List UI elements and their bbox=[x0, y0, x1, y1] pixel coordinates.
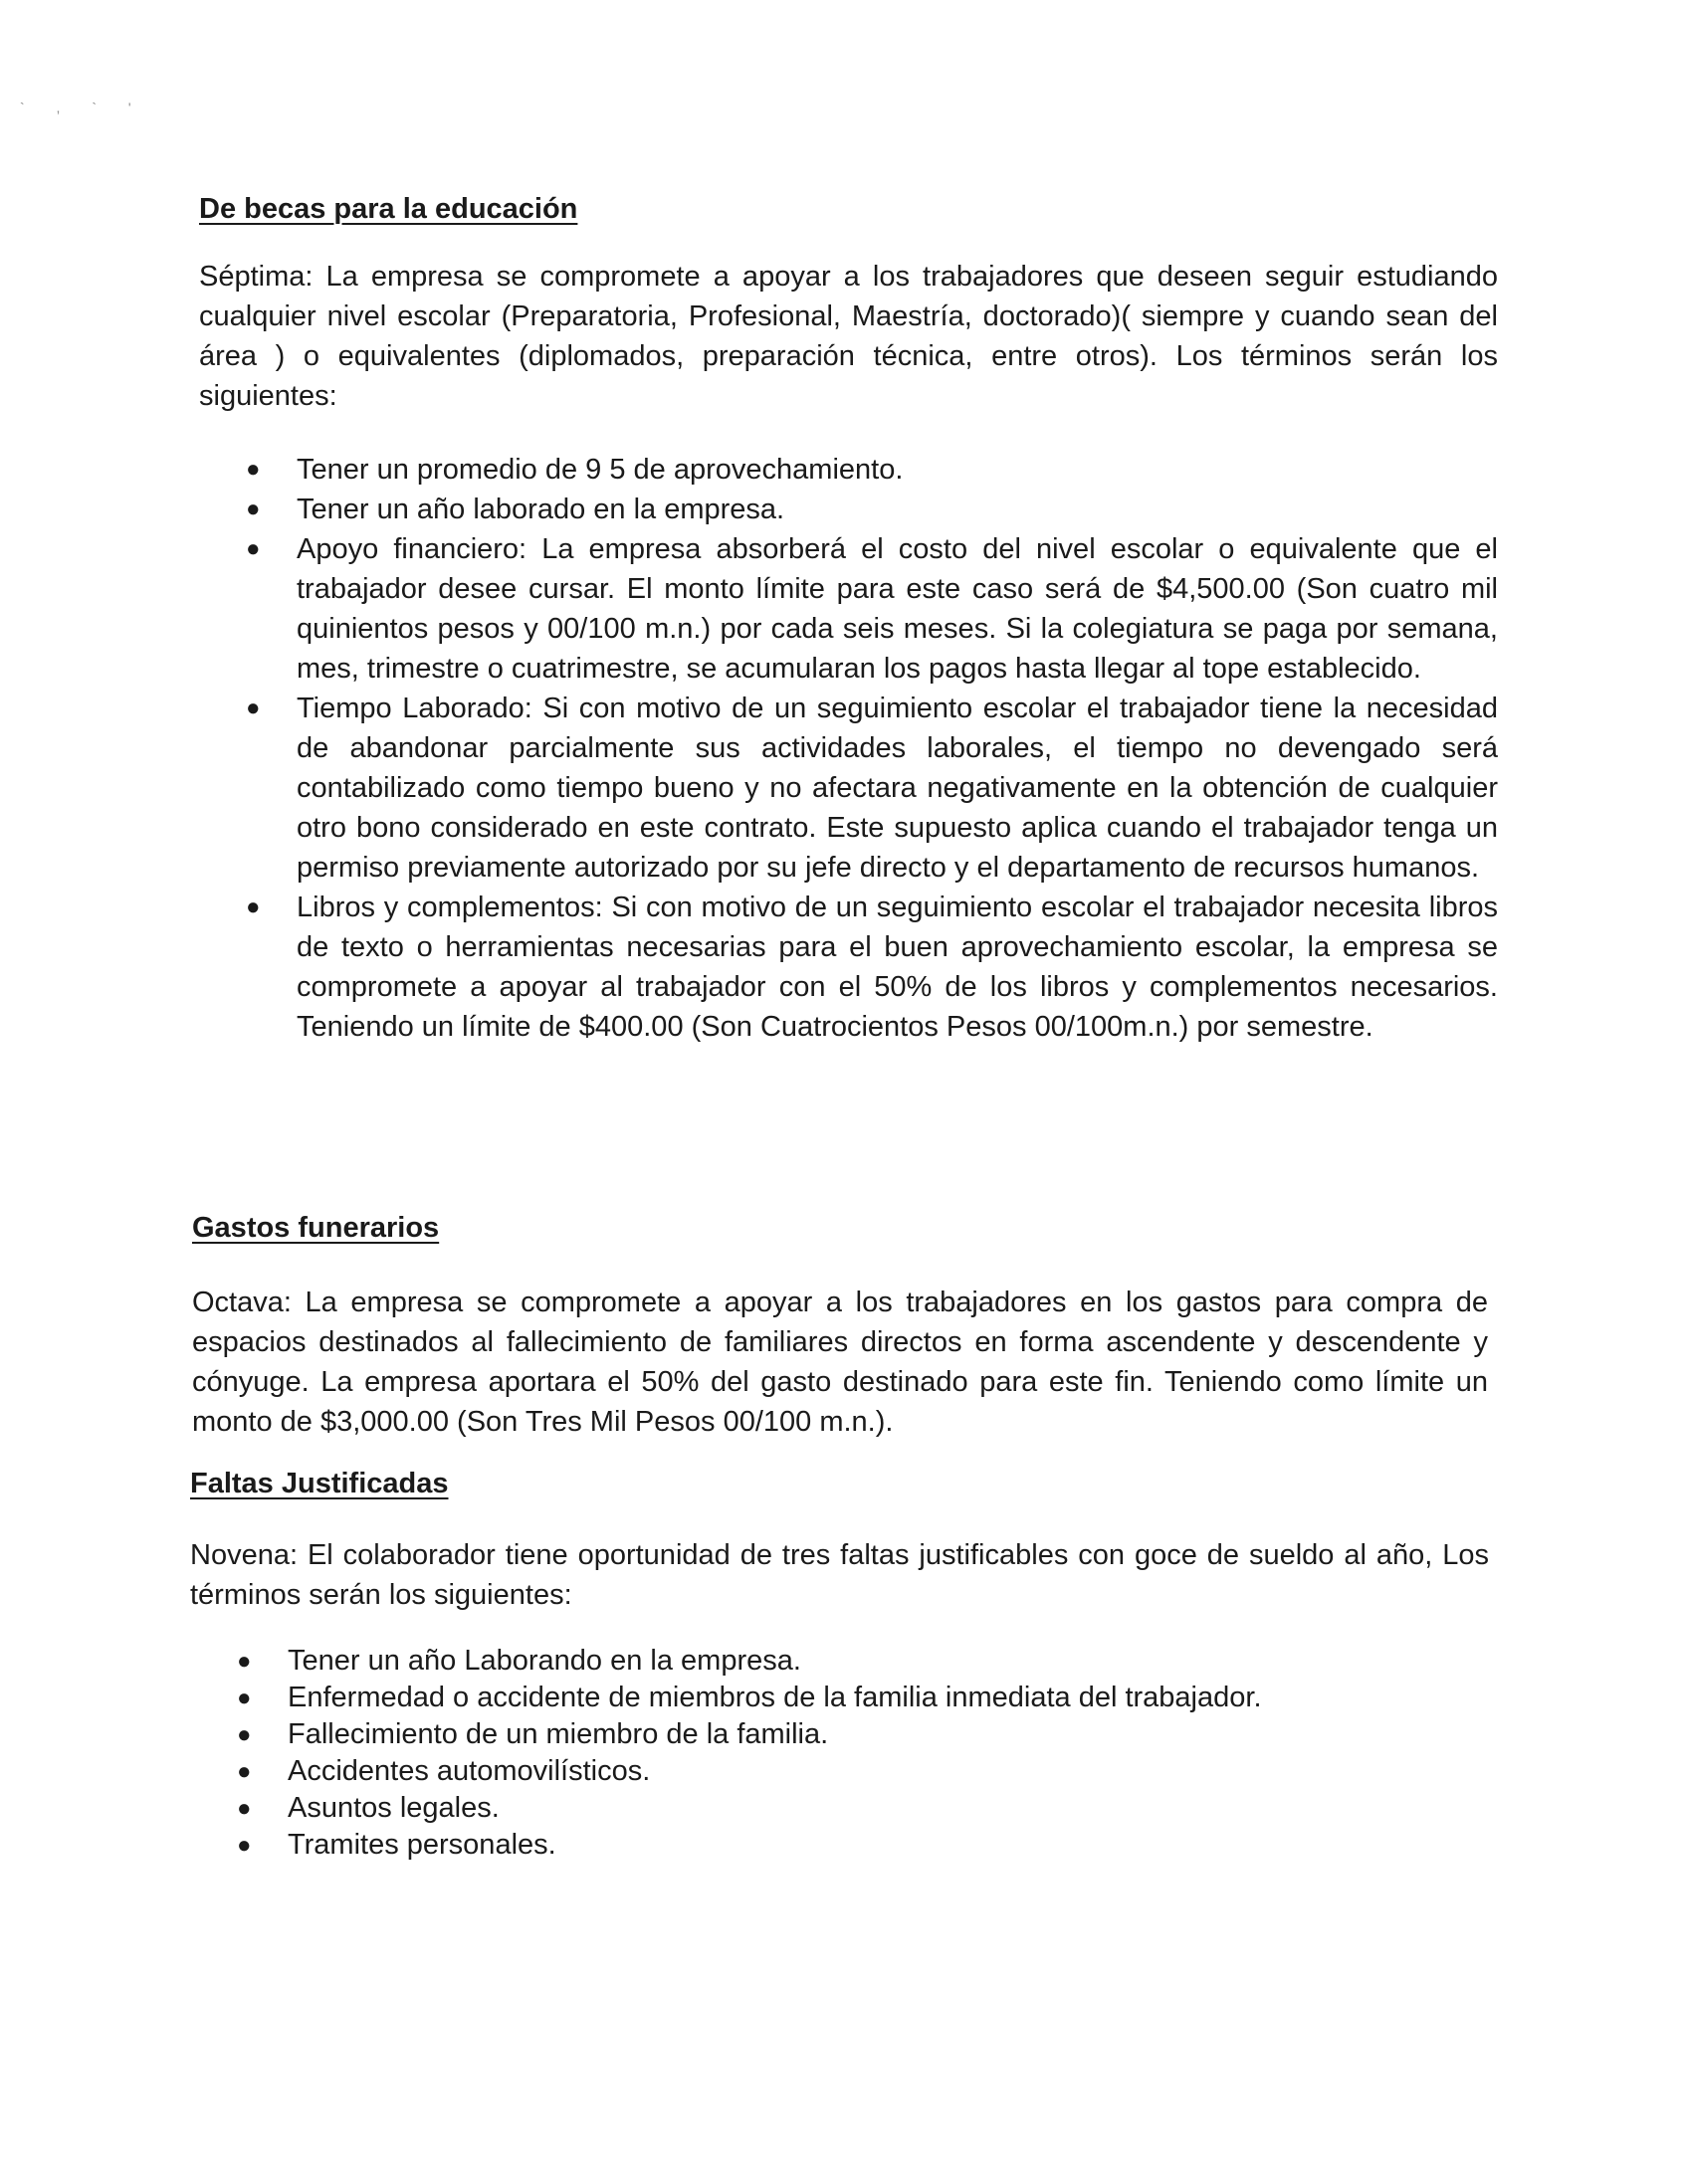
faltas-terms-list bbox=[190, 1643, 1489, 1864]
list-item-text: Apoyo financiero: La empresa absorberá el costo del nivel escolar o equivalente que el trabajador desee cursar. El monto límite para este caso será de $4,500.00 (Son cuatro mil quinientos pesos y 00/100 m.n.) por cada seis meses. Si la colegiatura se paga por semana, mes, trimestre o cuatrimestre, se acumularan los pagos hasta llegar al tope establecido. bbox=[297, 533, 1498, 685]
list-item bbox=[190, 1716, 1489, 1753]
list-item bbox=[190, 1790, 1489, 1827]
list-item-text: Libros y complementos: Si con motivo de un seguimiento escolar el trabajador necesita libros de texto o herramientas necesarias para el buen aprovechamiento escolar, la empresa se compromete a apoyar al trabajador con el 50% de los libros y complementos necesarios. Teniendo un límite de $400.00 (Son Cuatrocientos Pesos 00/100m.n.) por semestre. bbox=[297, 892, 1498, 1043]
list-item-text: Tener un año laborado en la empresa. bbox=[297, 494, 785, 525]
bullet-icon: ● bbox=[237, 1758, 252, 1785]
section-heading-gastos-funerarios bbox=[192, 1208, 1496, 1248]
clause-novena bbox=[190, 1535, 1489, 1615]
bullet-icon: ● bbox=[246, 695, 261, 721]
list-item-text: Enfermedad o accidente de miembros de la familia inmediata del trabajador. bbox=[288, 1682, 1262, 1713]
paragraph-text: Séptima: La empresa se compromete a apoyar a los trabajadores que deseen seguir estudiando cualquier nivel escolar (Preparatoria, Profesional, Maestría, doctorado)( siempre y cuando sean del área ) o equivalentes (diplomados, preparación técnica, entre otros). Los términos serán los siguientes: bbox=[199, 261, 1498, 412]
bullet-icon: ● bbox=[237, 1832, 252, 1859]
becas-terms-list bbox=[199, 450, 1498, 1047]
list-item bbox=[199, 490, 1498, 529]
list-item-text: Fallecimiento de un miembro de la familia. bbox=[288, 1718, 829, 1750]
bullet-icon: ● bbox=[237, 1795, 252, 1822]
scan-marks: ` , ` ' bbox=[20, 99, 145, 115]
bullet-icon: ● bbox=[237, 1721, 252, 1748]
list-item bbox=[190, 1827, 1489, 1864]
paragraph-text: Octava: La empresa se compromete a apoyar a los trabajadores en los gastos para compra de espacios destinados al fallecimiento de familiares directos en forma ascendente y descendente y cónyuge. La empresa aportara el 50% del gasto destinado para este fin. Teniendo como límite un monto de $3,000.00 (Son Tres Mil Pesos 00/100 m.n.). bbox=[192, 1287, 1488, 1438]
section-heading-becas bbox=[199, 189, 1503, 229]
bullet-icon: ● bbox=[246, 893, 261, 920]
heading-text: Gastos funerarios bbox=[192, 1212, 440, 1244]
section-heading-faltas-justificadas bbox=[190, 1464, 1494, 1503]
list-item-text: Tiempo Laborado: Si con motivo de un seguimiento escolar el trabajador tiene la necesidad de abandonar parcialmente sus actividades laborales, el tiempo no devengado será contabilizado como tiempo bueno y no afectara negativamente en la obtención de cualquier otro bono considerado en este contrato. Este supuesto aplica cuando el trabajador tenga un permiso previamente autorizado por su jefe directo y el departamento de recursos humanos. bbox=[297, 693, 1498, 884]
bullet-icon: ● bbox=[237, 1648, 252, 1675]
list-item-text: Tener un promedio de 9 5 de aprovechamiento. bbox=[297, 454, 904, 486]
list-item-text: Asuntos legales. bbox=[288, 1792, 500, 1824]
list-item bbox=[199, 529, 1498, 689]
list-item bbox=[199, 689, 1498, 888]
paragraph-text: Novena: El colaborador tiene oportunidad de tres faltas justificables con goce de sueldo al año, Los términos serán los siguientes: bbox=[190, 1539, 1489, 1611]
list-item bbox=[199, 888, 1498, 1047]
clause-septima bbox=[199, 257, 1498, 416]
list-item-text: Tener un año Laborando en la empresa. bbox=[288, 1645, 801, 1677]
list-item bbox=[199, 450, 1498, 490]
list-item-text: Tramites personales. bbox=[288, 1829, 556, 1861]
bullet-icon: ● bbox=[246, 456, 261, 483]
heading-text: De becas para la educación bbox=[199, 193, 578, 225]
list-item-text: Accidentes automovilísticos. bbox=[288, 1755, 651, 1787]
heading-text: Faltas Justificadas bbox=[190, 1468, 449, 1499]
list-item bbox=[190, 1680, 1489, 1716]
list-item bbox=[190, 1753, 1489, 1790]
bullet-icon: ● bbox=[237, 1685, 252, 1711]
clause-octava bbox=[192, 1283, 1488, 1442]
bullet-icon: ● bbox=[246, 496, 261, 522]
list-item bbox=[190, 1643, 1489, 1680]
bullet-icon: ● bbox=[246, 535, 261, 562]
